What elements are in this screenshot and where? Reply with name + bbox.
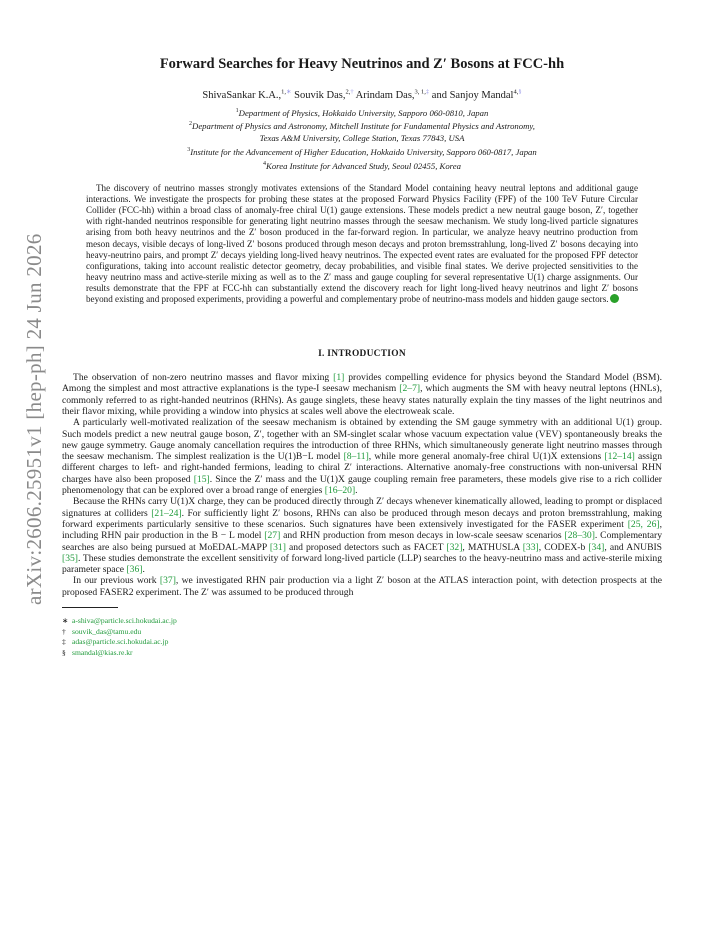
paragraph-text: A particularly well-motivated realization of the seesaw mechanism is obtained by extending the SM gauge symmetry with an additional U(1) group. Such models predict a new neutral gauge boson, Z′, together with an SM-singlet scalar whose vacuum expectation value (VEV) spontaneously breaks the new gauge symmetry. Gauge anomaly cancellation requires the introduction of three RHNs, which simultaneously generate light neutrino masses through the seesaw mechanism. The simplest realization is the U(1)B−L model <box>62 417 662 463</box>
citation-link[interactable]: [1] <box>333 372 345 384</box>
affiliation-item: $^3$Institute for the Advancement of Higher Education, Hokkaido University, Sapporo 060-0817, Japan <box>187 147 537 158</box>
paragraph-text: . For sufficiently light Z′ bosons, RHNs can also be produced through meson decays and proton bremsstrahlung, making forward experiments particularly sensitive to these scenarios. Such signatures have been extensively investigated for the FASER experiment <box>62 507 662 530</box>
email-link[interactable]: smandal@kias.re.kr <box>72 648 133 658</box>
citation-link[interactable]: [34] <box>588 541 605 553</box>
footnote-divider <box>62 607 118 608</box>
citation-link[interactable]: [35] <box>62 552 78 564</box>
affiliation-list <box>62 105 662 173</box>
paragraph-text: , we investigated RHN pair production via a light Z′ boson at the ATLAS interaction point, with detection prospects at the proposed FASER2 experiment. The Z′ was assumed to be produced through <box>62 575 663 598</box>
citation-link[interactable]: [27] <box>264 530 281 542</box>
footnote: † souvik_das@tamu.edu <box>62 626 142 636</box>
paper-title: Forward Searches for Heavy Neutrinos and Z′ Bosons at FCC-hh <box>159 56 565 72</box>
citation-link[interactable]: [37] <box>159 575 176 587</box>
author-list <box>62 87 662 101</box>
github-icon[interactable] <box>610 294 619 303</box>
author-1[interactable]: ShivaSankar K.A.,$^{1,∗}$ <box>202 88 292 101</box>
paragraph-text: . Since the Z′ mass and the U(1)X gauge coupling remain free parameters, these models give rise to a rich collider phenomenology that can be explored over a broad range of energies <box>62 473 662 497</box>
paragraph <box>62 372 662 417</box>
abstract-text: The discovery of neutrino masses strongly motivates extensions of the Standard Model containing heavy neutral leptons and additional gauge interactions. We investigate the prospects for probing these states at the proposed Forward Physics Facility (FPF) of the 100 TeV Future Circular Collider (FCC-hh) within a broad class of anomaly-free chiral U(1) gauge extensions. These models predict a new neutral gauge boson, Z′, together with right-handed neutrinos responsible for generating light neutrino masses through the seesaw mechanism. We study long-lived particle signatures arising from both heavy neutrinos and the Z′ boson produced in the far-forward region. In particular, we analyze heavy neutrino production from meson decays, visible decays of long-lived Z′ bosons produced through meson decays and proton bremsstrahlung, long-lived Z′ bosons decaying into heavy-neutrino pairs, and prompt Z′ decays yielding long-lived heavy neutrinos. The expected event rates are evaluated for the proposed FPF detector configurations, taking into account realistic detector geometry, decay probabilities, and visible final states. We derive projected sensitivities to the heavy neutrino mass and active-sterile mixing as well as to the Z′ mass and gauge coupling for several representative U(1) charge assignments. Our results demonstrate that the FPF at FCC-hh can substantially extend the discovery reach for light long-lived heavy neutrinos and light Z′ bosons beyond existing and proposed experiments, providing a powerful and complementary probe of neutrino-mass models and hidden gauge sectors. <box>86 183 638 304</box>
paragraph-text: , MATHUSLA <box>462 541 523 553</box>
paragraph-text: , and ANUBIS <box>604 541 662 553</box>
section-heading: I. INTRODUCTION <box>318 349 406 360</box>
citation-link[interactable]: [16–20] <box>324 485 356 497</box>
body-text <box>62 372 662 598</box>
paragraph-text: , while more general anomaly-free chiral U(1)X extensions <box>368 451 605 463</box>
affiliation-item: Texas A&M University, College Station, Texas 77843, USA <box>259 133 465 144</box>
affiliation-item: $^2$Department of Physics and Astronomy, Mitchell Institute for Fundamental Physics and Astronomy, <box>189 121 535 132</box>
citation-link[interactable]: [15] <box>193 473 210 485</box>
citation-link[interactable]: [32] <box>446 541 463 553</box>
paragraph-text: In our previous work <box>73 575 160 587</box>
email-link[interactable]: a-shiva@particle.sci.hokudai.ac.jp <box>72 616 177 626</box>
paragraph-text: . <box>142 564 145 576</box>
email-link[interactable]: souvik_das@tamu.edu <box>72 626 142 636</box>
paragraph-text: assign different charges to left- and right-handed fermions, leading to chiral Z′ interactions. Alternative anomaly-free constructions with non-universal RHN charges have also been proposed <box>62 451 662 485</box>
arxiv-identifier: arXiv:2606.25951v1 [hep-ph] 24 Jun 2026 <box>22 233 46 605</box>
citation-link[interactable]: [2–7] <box>399 383 421 395</box>
paragraph-text: . Complementary searches are also being pursued at MoEDAL-MAPP <box>62 530 662 553</box>
citation-link[interactable]: [25, 26] <box>627 518 660 530</box>
paragraph <box>62 496 662 575</box>
paragraph-text: Because the RHNs carry U(1)X charge, they can be produced directly through Z′ decays whenever kinematically allowed, leading to prompt or displaced signatures at colliders <box>62 496 662 519</box>
author-3[interactable]: Arindam Das,$^{3, 1,\ddagger}$ <box>355 88 430 101</box>
paragraph <box>62 417 662 496</box>
paragraph-text: , CODEX-b <box>538 541 589 553</box>
paragraph <box>62 575 662 598</box>
author-4[interactable]: and Sanjoy Mandal$^{4,\S}$ <box>431 88 522 101</box>
citation-link[interactable]: [36] <box>126 564 143 576</box>
paragraph-text: provides compelling evidence for physics beyond the Standard Model (BSM). Among the simplest and most attractive explanations is the type-I seesaw mechanism <box>62 372 662 395</box>
paper-page <box>62 56 662 659</box>
paragraph-text: The observation of non-zero neutrino masses and flavor mixing <box>73 372 334 384</box>
citation-link[interactable]: [31] <box>269 541 286 553</box>
footnote: ‡ adas@particle.sci.hokudai.ac.jp <box>62 637 169 647</box>
affiliation-item: $^4$Korea Institute for Advanced Study, Seoul 02455, Korea <box>263 161 461 172</box>
footnote: § smandal@kias.re.kr <box>62 648 133 658</box>
paragraph-text: , which augments the SM with heavy neutral leptons (HNLs), commonly referred to as right-handed neutrinos (RHNs). As gauge singlets, these heavy states naturally explain the tiny masses of the light neutrinos and their flavor mixing, while providing a window into physics at scales well above the electroweak scale. <box>62 383 662 417</box>
paragraph-text: and RHN production from meson decays in low-scale seesaw scenarios <box>280 530 565 542</box>
affiliation-item: $^1$Department of Physics, Hokkaido University, Sapporo 060-0810, Japan <box>235 107 489 118</box>
citation-link[interactable]: [33] <box>522 541 539 553</box>
author-2[interactable]: Souvik Das,$^{2,\dagger}$ <box>294 88 354 101</box>
paragraph-text: , including RHN pair production in the B − L model <box>62 518 662 542</box>
citation-link[interactable]: [12–14] <box>604 451 635 463</box>
citation-link[interactable]: [21–24] <box>151 507 182 519</box>
paragraph-text: . These studies demonstrate the excellent sensitivity of forward long-lived particle (LLP) searches to the heavy-neutrino mass and active-sterile mixing parameter space <box>62 552 662 576</box>
footnote: ∗ a-shiva@particle.sci.hokudai.ac.jp <box>62 616 177 626</box>
citation-link[interactable]: [8–11] <box>343 451 369 463</box>
footnotes <box>62 616 662 659</box>
paragraph-text: . <box>355 485 358 497</box>
abstract <box>86 183 638 305</box>
paragraph-text: and proposed detectors such as FACET <box>285 541 447 553</box>
citation-link[interactable]: [28–30] <box>564 530 595 542</box>
email-link[interactable]: adas@particle.sci.hokudai.ac.jp <box>72 637 169 647</box>
